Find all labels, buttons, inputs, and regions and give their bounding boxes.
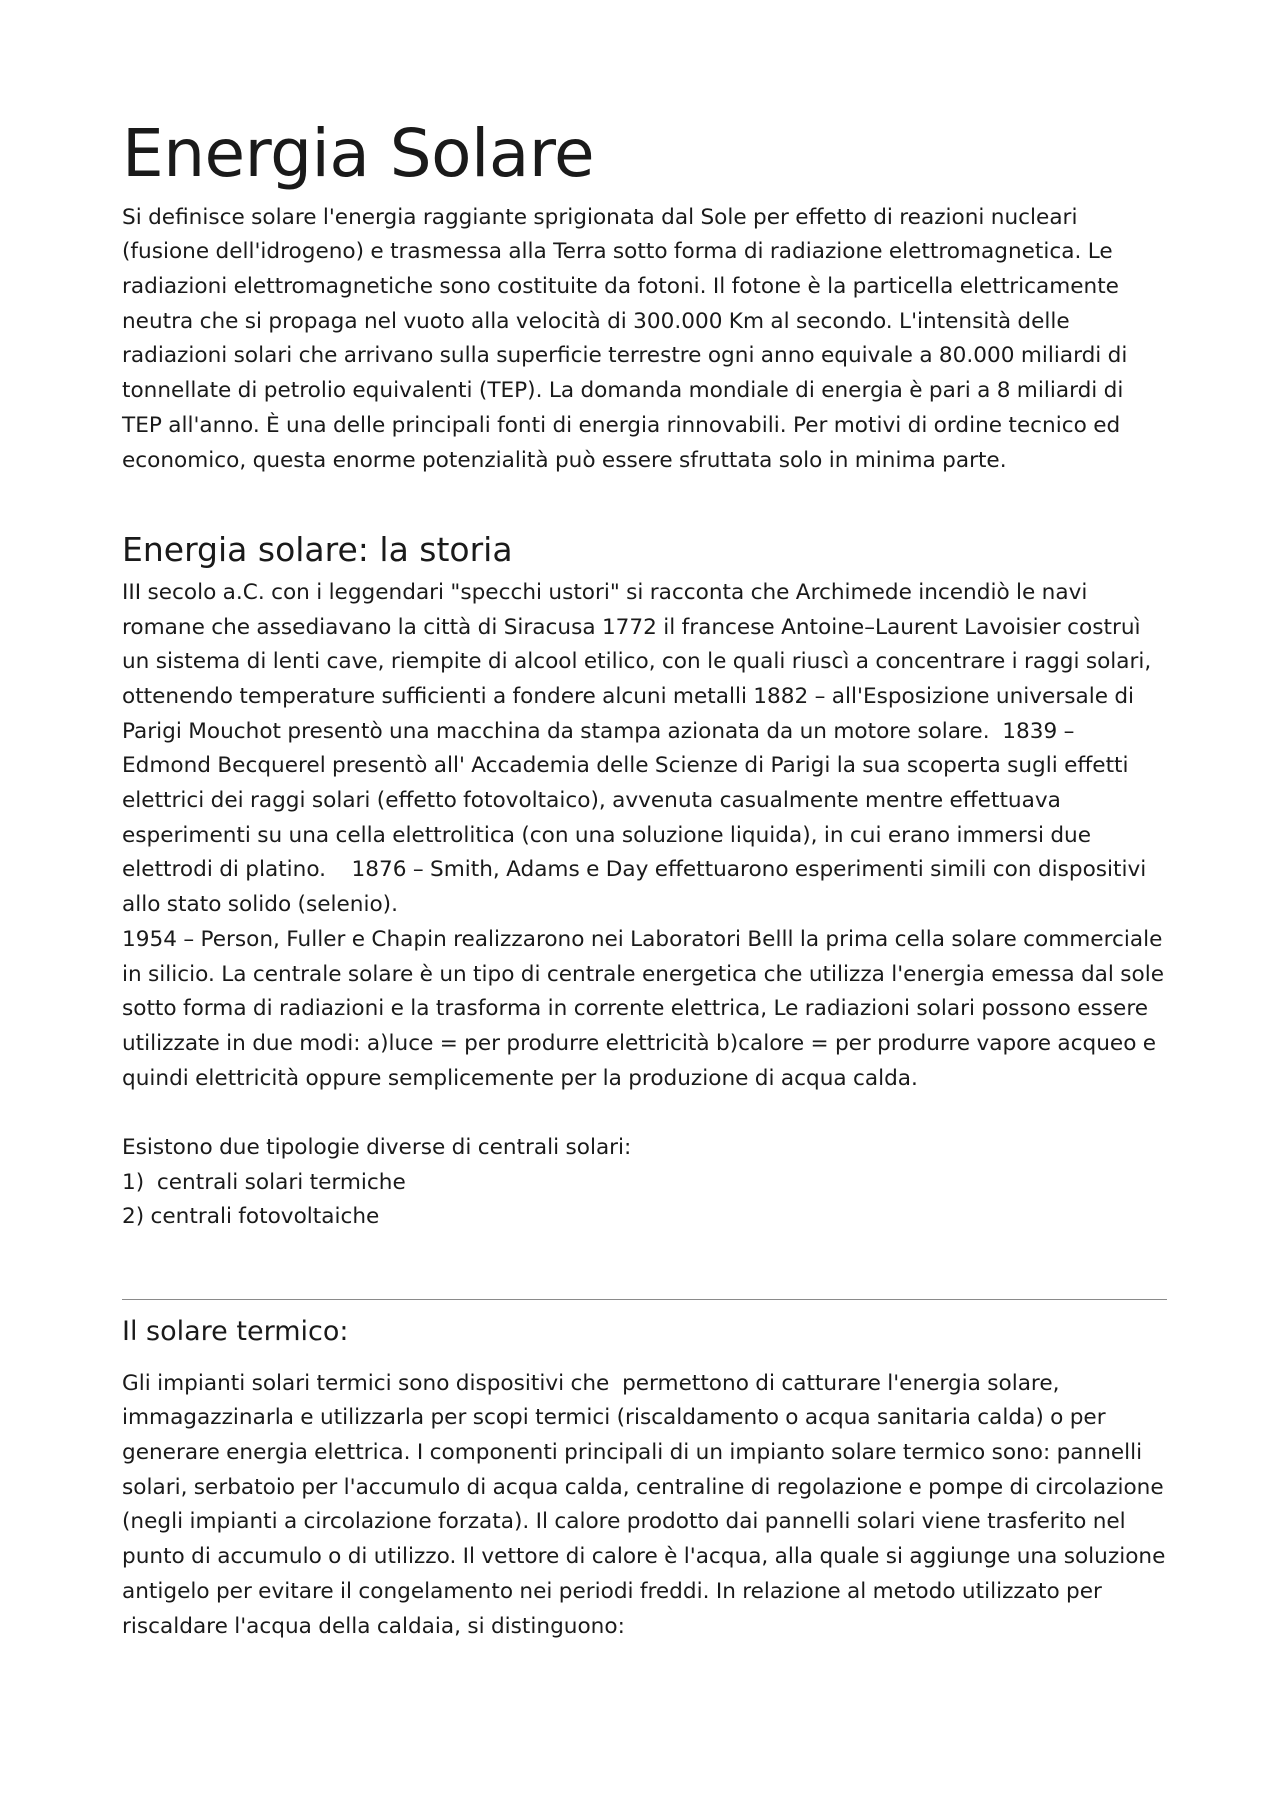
thermal-paragraph: Gli impianti solari termici sono dispositivi che permettono di catturare l'energia solare, immagazzinarla e utilizzarla per scopi termici (riscaldamento o acqua sanitaria calda) o per generare energia elettrica. I componenti principali di un impianto solare termico sono: pannelli solari, serbatoio per l'accumulo di acqua calda, centraline di regolazione e pompe di circolazione (negli impianti a circolazione forzata). Il calore prodotto dai pannelli solari viene trasferito nel punto di accumulo o di utilizzo. Il vettore di calore è l'acqua, alla quale si aggiunge una soluzione antigelo per evitare il congelamento nei periodi freddi. In relazione al metodo utilizzato per riscaldare l'acqua della caldaia, si distinguono: <box>122 1370 1172 1639</box>
history-paragraph: III secolo a.C. con i leggendari "specchi ustori" si racconta che Archimede incendiò le navi romane che assediavano la città di Siracusa 1772 il francese Antoine–Laurent Lavoisier costruì un sistema di lenti cave, riempite di alcool etilico, con le quali riuscì a concentrare i raggi solari, ottenendo temperature sufficienti a fondere alcuni metalli 1882 – all'Esposizione universale di Parigi Mouchot presentò una macchina da stampa azionata da un motore solare. 1839 – Edmond Becquerel presentò all' Accademia delle Scienze di Parigi la sua scoperta sugli effetti elettrici dei raggi solari (effetto fotovoltaico), avvenuta casualmente mentre effettuava esperimenti su una cella elettrolitica (con una soluzione liquida), in cui erano immersi due elettrodi di platino. 1876 – Smith, Adams e Day effettuarono esperimenti simili con dispositivi allo stato solido (selenio). <box>122 579 1158 918</box>
section-divider <box>122 1299 1167 1300</box>
paragraph-spacer <box>122 1096 1167 1131</box>
thermal-heading: Il solare termico: <box>122 1316 349 1348</box>
plant-type-item: 2) centrali fotovoltaiche <box>122 1204 380 1230</box>
document-page <box>122 115 1172 1644</box>
history-paragraph: 1954 – Person, Fuller e Chapin realizzarono nei Laboratori Belll la prima cella solare commerciale in silicio. La centrale solare è un tipo di centrale energetica che utilizza l'energia emessa dal sole sotto forma di radiazioni e la trasforma in corrente elettrica, Le radiazioni solari possono essere utilizzate in due modi: a)luce = per produrre elettricità b)calore = per produrre vapore acqueo e quindi elettricità oppure semplicemente per la produzione di acqua calda. <box>122 926 1171 1091</box>
plant-type-item: 1) centrali solari termiche <box>122 1169 406 1195</box>
history-heading: Energia solare: la storia <box>122 530 513 570</box>
intro-paragraph: Si definisce solare l'energia raggiante sprigionata dal Sole per effetto di reazioni nucleari (fusione dell'idrogeno) e trasmessa alla Terra sotto forma di radiazione elettromagnetica. Le radiazioni elettromagnetiche sono costituite da fotoni. Il fotone è la particella elettricamente neutra che si propaga nel vuoto alla velocità di 300.000 Km al secondo. L'intensità delle radiazioni solari che arrivano sulla superficie terrestre ogni anno equivale a 80.000 miliardi di tonnellate di petrolio equivalenti (TEP). La domanda mondiale di energia è pari a 8 miliardi di TEP all'anno. È una delle principali fonti di energia rinnovabili. Per motivi di ordine tecnico ed economico, questa enorme potenzialità può essere sfruttata solo in minima parte. <box>122 204 1134 473</box>
document-title: Energia Solare <box>122 115 595 192</box>
plant-types-intro: Esistono due tipologie diverse di centrali solari: <box>122 1135 632 1161</box>
